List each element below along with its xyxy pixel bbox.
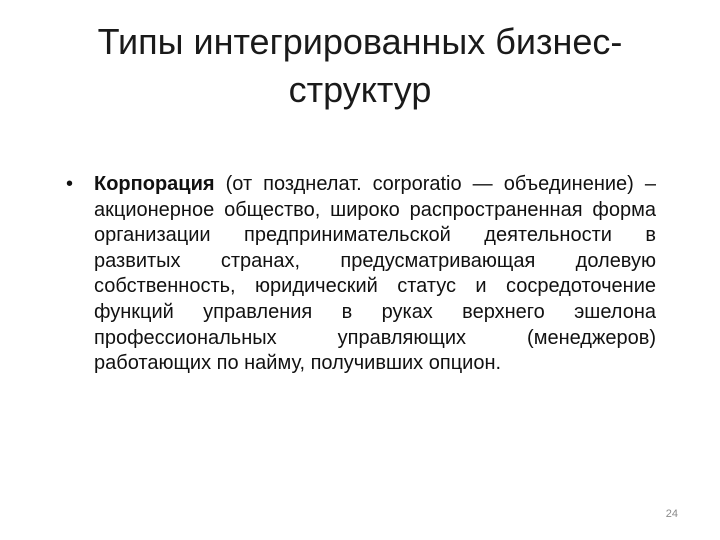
slide-title-line-1: Типы интегрированных бизнес- bbox=[97, 21, 623, 62]
bullet-term: Корпорация bbox=[94, 173, 215, 195]
page-number: 24 bbox=[665, 508, 678, 520]
bullet-definition: (от позднелат. corporatio — объединение) – акционерное общество, широко распространенная форма организации предпринимательской деятельности в развитых странах, предусматривающая долевую собственность, юридический статус и сосредоточение функций управления в руках верхнего эшелона профессиональных управляющих (менеджеров) работающих по найму, получивших опцион. bbox=[94, 173, 656, 375]
bullet-item-corporation bbox=[60, 172, 656, 377]
bullet-marker: • bbox=[66, 173, 74, 195]
slide-title bbox=[60, 18, 660, 114]
bullet-list bbox=[60, 172, 656, 377]
slide-title-line-2: структур bbox=[288, 69, 432, 110]
